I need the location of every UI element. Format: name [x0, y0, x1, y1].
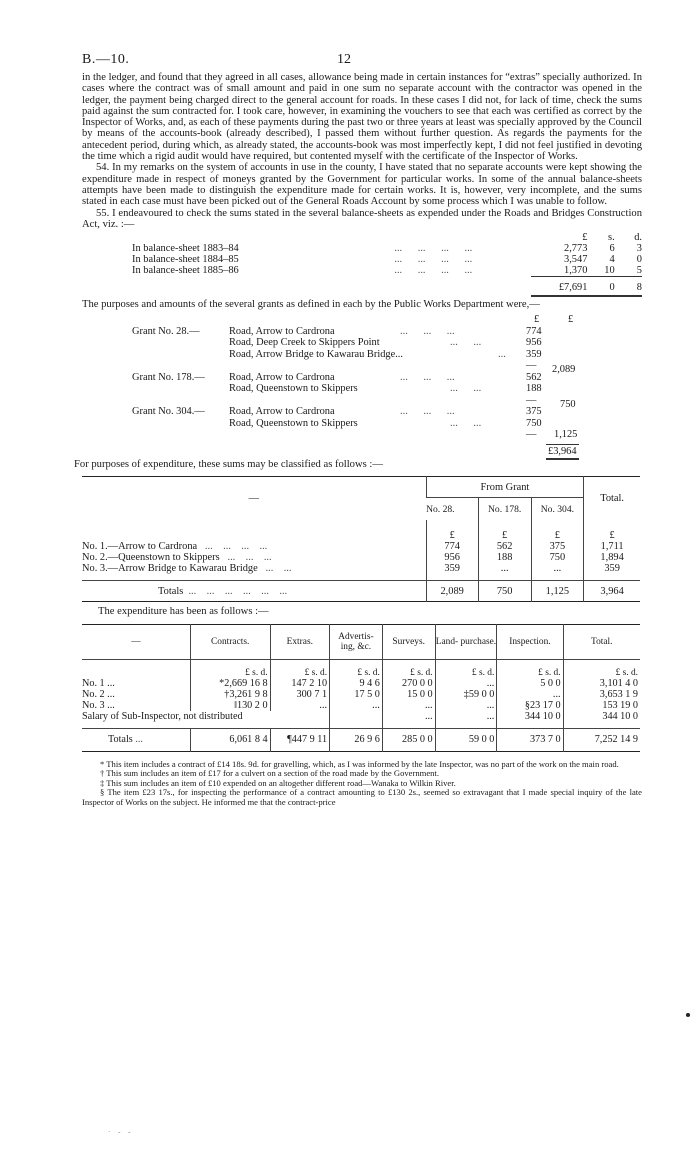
cell: 17 5 0	[330, 689, 383, 700]
expenditure-intro: The expenditure has been as follows :—	[98, 606, 269, 618]
cell: 1,125	[531, 581, 584, 602]
col-header: No. 178.	[478, 498, 531, 521]
from-grant-header: From Grant	[426, 477, 584, 498]
col-header: No. 28.	[426, 498, 478, 521]
expenditure-table	[82, 624, 640, 752]
cell: 359	[426, 563, 478, 581]
total-shillings: 0	[587, 277, 614, 297]
col-header: —	[82, 624, 190, 659]
cell: 300 7 1	[270, 689, 330, 700]
cell: 359	[584, 563, 640, 581]
row-label: No. 1.—Arrow to Cardrona	[82, 541, 198, 553]
grant-road: Road, Queenstown to Skippers	[229, 417, 358, 429]
cell: §23 17 0	[497, 700, 563, 711]
document-page	[74, 52, 642, 808]
cell: 956	[426, 552, 478, 563]
pound-unit: £	[584, 520, 640, 541]
grant-amount: 359	[526, 348, 542, 360]
row-label: No. 2 ...	[82, 688, 115, 700]
cell: 562	[478, 541, 531, 552]
cell: ...	[435, 678, 497, 689]
cell: ...	[330, 700, 383, 711]
unit-cell: £ s. d.	[497, 659, 563, 678]
grant-label: Grant No. 178.—	[132, 371, 205, 383]
cell: ‡59 0 0	[435, 689, 497, 700]
footnote: § The item £23 17s., for inspecting the performance of a contract amounting to £130 2s., seemed so extravagant that I made special inquiry of the late Inspector of Works on the subject. He informed me that the contract-price	[82, 787, 642, 807]
scan-specks: · - -	[108, 1128, 134, 1136]
cell: ¶447 9 11	[270, 728, 330, 751]
pounds-cell: 1,370	[564, 265, 588, 277]
balance-sheet-table	[132, 232, 642, 297]
col-header: Inspection.	[497, 624, 563, 659]
cell: 3,964	[584, 581, 640, 602]
cell: ...	[435, 700, 497, 711]
grant-amount: 750	[526, 417, 542, 429]
balance-sheet-row: In balance-sheet 1883–84 ... ... ... ... 2,773 6 3	[132, 243, 642, 255]
unit-cell: £ s. d.	[435, 659, 497, 678]
cell: †3,261 9 8	[190, 689, 270, 700]
classified-intro: For purposes of expenditure, these sums may be classified as follows :—	[74, 458, 383, 470]
pence-cell: 0	[636, 254, 642, 266]
col-header: Contracts.	[190, 624, 270, 659]
document-reference: B.—10.	[82, 52, 130, 67]
total-pounds: £7,691	[531, 277, 588, 297]
pound-unit: £	[426, 520, 478, 541]
unit-pound: £	[582, 232, 588, 244]
expenditure-row	[82, 700, 640, 711]
row-label: Salary of Sub-Inspector, not distributed	[82, 710, 243, 722]
cell: ‖130 2 0	[190, 700, 270, 711]
col-header: Land- purchase.	[435, 624, 497, 659]
balance-sheet-label: In balance-sheet 1884–85	[132, 254, 239, 266]
cell: 7,252 14 9	[563, 728, 640, 751]
unit-cell: £ s. d.	[190, 659, 270, 678]
pound-unit: £	[531, 520, 584, 541]
cell: 270 0 0	[382, 678, 435, 689]
pence-cell: 5	[636, 265, 642, 277]
paragraph-55: 55. I endeavoured to check the sums stated in the several balance-sheets as expended under the Roads and Bridges Construction Act, viz. :—	[82, 207, 642, 230]
col-header: Extras.	[270, 624, 330, 659]
cell: ...	[478, 563, 531, 581]
cell: *2,669 16 8	[190, 678, 270, 689]
unit-cell: £ s. d.	[330, 659, 383, 678]
cell: 26 9 6	[330, 728, 383, 751]
cell: 285 0 0	[382, 728, 435, 751]
cell: 750	[478, 581, 531, 602]
expenditure-totals: Totals ... 6,061 8 4 ¶447 9 11 26 9 6 285 0 0 59 0 0 373 7 0 7,252 14 9	[82, 728, 640, 751]
grant-road: Road, Arrow to Cardrona	[229, 325, 335, 337]
grant-unit: £	[534, 314, 540, 326]
grant-road: Road, Deep Creek to Skippers Point	[229, 337, 380, 349]
grant-amount: 562	[526, 371, 542, 383]
cell: 375	[531, 541, 584, 552]
cell: 1,894	[584, 552, 640, 563]
cell: 188	[478, 552, 531, 563]
grant-amount: 774	[526, 325, 542, 337]
totals-label: Totals	[158, 585, 184, 597]
shillings-cell: 6	[609, 243, 615, 255]
grant-amount: 375	[526, 406, 542, 418]
cell: 373 7 0	[497, 728, 563, 751]
grant-road: Road, Arrow Bridge to Kawarau Bridge...	[229, 348, 404, 360]
cell: ...	[270, 700, 330, 711]
pounds-cell: 3,547	[564, 254, 588, 266]
classification-table: — From Grant Total. No. 28. No. 178. No. 304. £ £ £ £ No. 1.—Arrow to Cardrona ... ... ... ... 774 562 375 1,711 No. 2.—Queenstown to Skippers ... ... ... 956 188 750 1,894 No. 3.—Arrow Bridge to Kawarau Bridge ... ... 359 ... ... 359 Totals ... ... ... ... ... ... 2,089 750 1,125 3,964	[82, 476, 640, 602]
grant-label: Grant No. 304.—	[132, 406, 205, 418]
cell: 147 2 10	[270, 678, 330, 689]
purposes-intro: The purposes and amounts of the several grants as defined in each by the Public Works Department were,—	[82, 299, 540, 311]
margin-mark	[686, 1013, 690, 1017]
footnote: * This item includes a contract of £14 18s. 9d. for gravelling, which, as I was informed by the late Inspector, was no part of the work on the main road.	[100, 758, 619, 769]
cell: ...	[382, 700, 435, 711]
paragraph-53-continued: in the ledger, and found that they agreed in all cases, allowance being made in certain instances for “extras” specially authorized. In cases where the contract was of small amount and paid in one sum no separate account with the contractor was opened in the ledger, the payment being charged direct to the general account for roads. In these cases I did not, for lack of time, check the sums paid against the sum contracted for. I took care, however, in examining the vouchers to see that each was certified as correct by the Inspector of Works, and, as each of these payments during the past two or three years at least was specially approved by the Council by means of the accounts-book (already described), I passed them without further question. As regards the payments for the antecedent period, during which, as already stated, the accounts-book was most imperfectly kept, I did not feel justified in devoting the time which a rigid audit would have required, but contented myself with the certificate of the Inspector of Works.	[82, 72, 642, 163]
grant-road: Road, Queenstown to Skippers	[229, 383, 358, 395]
balance-sheet-row: In balance-sheet 1884–85 ... ... ... ... 3,547 4 0	[132, 254, 642, 266]
grant-amount: 188	[526, 383, 542, 395]
cell: ...	[531, 563, 584, 581]
footnote: ‡ This sum includes an item of £10 expended on an altogether different road—Wanaka to Wilkin River.	[100, 777, 456, 788]
col-header: Total.	[563, 624, 640, 659]
unit-cell: £ s. d.	[270, 659, 330, 678]
shillings-cell: 10	[604, 265, 615, 277]
cell: 344 10 0	[497, 711, 563, 729]
pence-cell: 3	[636, 243, 642, 255]
classification-row: No. 2.—Queenstown to Skippers ... ... ... 956 188 750 1,894	[82, 552, 640, 563]
total-pence: 8	[615, 277, 642, 297]
cell: 3,653 1 9	[563, 689, 640, 700]
classification-row: No. 3.—Arrow Bridge to Kawarau Bridge ... ... 359 ... ... 359	[82, 563, 640, 581]
col-header: No. 304.	[531, 498, 584, 521]
shillings-cell: 4	[609, 254, 615, 266]
paragraph-54: 54. In my remarks on the system of accounts in use in the county, I have stated that no separate accounts were kept showing the expenditure made in respect of moneys granted by the Government for particular works. In some of the annual balance-sheets attempts have been made to distinguish the expenditure made for certain works. It is, however, very incomplete, and the sums stated in each case must have been picked out of the General Roads Account by some process which I was unable to follow.	[82, 162, 642, 208]
unit-cell: £ s. d.	[563, 659, 640, 678]
cell: 59 0 0	[435, 728, 497, 751]
totals-label: Totals	[108, 734, 133, 746]
cell: 6,061 8 4	[190, 728, 270, 751]
cell: 5 0 0	[497, 678, 563, 689]
page-header	[82, 52, 642, 72]
grant-amount: 956	[526, 337, 542, 349]
footnotes	[82, 760, 642, 808]
balance-sheet-row: In balance-sheet 1885–86 ... ... ... ... 1,370 10 5	[132, 265, 642, 277]
grant-subtotal: 2,089	[552, 364, 576, 376]
cell: 2,089	[426, 581, 478, 602]
col-header: Surveys.	[382, 624, 435, 659]
row-label: No. 2.—Queenstown to Skippers	[82, 552, 220, 564]
classification-totals: Totals ... ... ... ... ... ... 2,089 750 1,125 3,964	[82, 581, 640, 602]
grant-subtotal: 1,125	[554, 429, 578, 441]
pounds-cell: 2,773	[564, 243, 588, 255]
grants-total: £3,964	[546, 444, 579, 460]
cell: 344 10 0	[563, 711, 640, 729]
unit-pence: d.	[634, 232, 642, 244]
cell: ...	[435, 711, 497, 729]
cell: ...	[497, 689, 563, 700]
cell: 3,101 4 0	[563, 678, 640, 689]
grant-road: Road, Arrow to Cardrona	[229, 371, 335, 383]
grants-list: £ £ Grant No. 28.— Road, Arrow to Cardrona ... ... ... 774 Road, Deep Creek to Skippers Point ... ... 956 Road, Arrow Bridge to Kawarau Bridge... ... 359 — 2,089 Grant No. 178.— Road, Arrow to Cardrona ... ... ... 562 Road, Queenstown to Skippers ... ... 188 — 750 Grant No. 304.— Road, Arrow to Cardrona ... ... ... 375 Road, Queenstown to Skippers ... ... 750 — 1,125 £3,964	[132, 314, 642, 455]
balance-sheet-total	[132, 277, 642, 297]
footnote: † This sum includes an item of £17 for a culvert on a section of the road made by the Government.	[100, 768, 439, 779]
total-header: Total.	[584, 477, 640, 521]
cell: 1,711	[584, 541, 640, 552]
classification-row: No. 1.—Arrow to Cardrona ... ... ... ... 774 562 375 1,711	[82, 541, 640, 552]
row-label: No. 3 ...	[82, 699, 115, 711]
grant-label: Grant No. 28.—	[132, 325, 200, 337]
row-label: No. 3.—Arrow Bridge to Kawarau Bridge	[82, 563, 258, 575]
balance-sheet-label: In balance-sheet 1883–84	[132, 243, 239, 255]
row-label: No. 1 ...	[82, 677, 115, 689]
grant-road: Road, Arrow to Cardrona	[229, 406, 335, 418]
grant-subtotal: 750	[560, 398, 576, 410]
unit-shilling: s.	[608, 232, 615, 244]
expenditure-row	[82, 678, 640, 689]
cell: 774	[426, 541, 478, 552]
unit-cell: £ s. d.	[382, 659, 435, 678]
col-header: Advertis- ing, &c.	[330, 624, 383, 659]
balance-sheet-label: In balance-sheet 1885–86	[132, 265, 239, 277]
pound-unit: £	[478, 520, 531, 541]
salary-row	[82, 711, 640, 729]
grant-unit: £	[568, 314, 574, 326]
cell: ...	[382, 711, 435, 729]
cell: 9 4 6	[330, 678, 383, 689]
cell: 15 0 0	[382, 689, 435, 700]
page-number: 12	[337, 52, 351, 67]
cell: 750	[531, 552, 584, 563]
cell: 153 19 0	[563, 700, 640, 711]
expenditure-row	[82, 689, 640, 700]
